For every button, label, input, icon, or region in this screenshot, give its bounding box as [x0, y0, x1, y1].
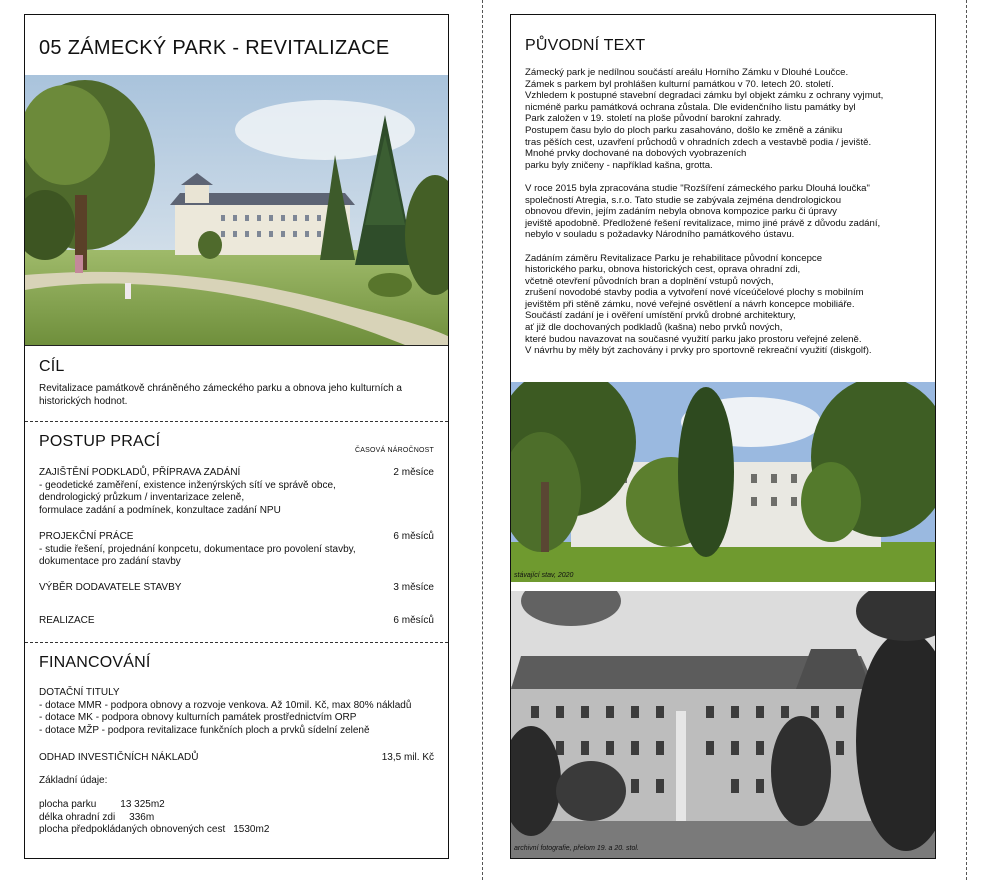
duration-column-label: ČASOVÁ NÁROČNOST — [354, 447, 434, 454]
udaj-label: délka ohradní zdi — [39, 811, 116, 823]
archive-photo-caption: archivní fotografie, přelom 19. a 20. stol. — [514, 845, 639, 852]
puvodni-text-heading: PŮVODNÍ TEXT — [525, 37, 646, 54]
page-divider-left — [482, 0, 483, 880]
cil-text: Revitalizace památkově chráněného zámeckého parku a obnova jeho kulturních a historických hodnot. — [39, 383, 402, 407]
postup-item — [39, 531, 434, 569]
udaj-row — [39, 824, 434, 837]
postup-item-duration: 2 měsíce — [393, 467, 434, 478]
page-divider-right — [966, 0, 967, 880]
postup-item-desc: - geodetické zaměření, existence inženýrských sítí ve správě obce, dendrologický průzkum / inventarizace zeleně, formulace zadání a podmínek, konzultace zadání NPU — [39, 479, 336, 516]
zakladni-udaje — [39, 799, 434, 837]
postup-item-title: REALIZACE — [39, 615, 95, 626]
current-photo-caption: stávající stav, 2020 — [514, 572, 574, 579]
udaj-row — [39, 812, 434, 825]
postup-item-title: ZAJIŠTĚNÍ PODKLADŮ, PŘÍPRAVA ZADÁNÍ — [39, 467, 241, 478]
odhad-label: ODHAD INVESTIČNÍCH NÁKLADŮ — [39, 752, 199, 763]
separator — [25, 642, 448, 643]
postup-item — [39, 615, 434, 628]
left-page — [24, 14, 449, 859]
postup-item-title: PROJEKČNÍ PRÁCE — [39, 531, 134, 542]
page-title: 05 ZÁMECKÝ PARK - REVITALIZACE — [39, 37, 390, 59]
archive-photo — [511, 591, 935, 859]
paragraph: V roce 2015 byla zpracována studie "Rozšíření zámeckého parku Dlouhá loučka" společností Atregia, s.r.o. Tato studie se zabývala zejména dendrologickou obnovou dřevin, jejím zadáním nebyla obnova kompozice parku či úpravy jeviště apodobně. Předložené řešení revitalizace, mimo jiné právě z důvodu zadání, nebylo v souladu s požadavky Národního památkového ústavu. — [525, 182, 881, 241]
separator — [25, 345, 448, 346]
postup-item-duration: 6 měsíců — [393, 615, 434, 626]
odhad-value: 13,5 mil. Kč — [381, 752, 434, 763]
dotacni-tituly — [39, 687, 444, 737]
dotace-item: - dotace MŽP - podpora revitalizace funkčních ploch a prvků sídelní zeleně — [39, 724, 370, 736]
udaj-row — [39, 799, 434, 812]
postup-heading: POSTUP PRACÍ — [39, 433, 161, 450]
postup-item — [39, 582, 434, 595]
cil-heading: CÍL — [39, 358, 65, 375]
right-page — [510, 14, 936, 859]
zakladni-label: Základní údaje: — [39, 775, 108, 786]
dotace-item: - dotace MK - podpora obnovy kulturních památek prostřednictvím ORP — [39, 712, 357, 723]
painting-image — [25, 75, 448, 345]
separator — [25, 421, 448, 422]
dotacni-label: DOTAČNÍ TITULY — [39, 687, 120, 698]
current-state-photo — [511, 382, 935, 582]
udaj-value: 13 325m2 — [120, 799, 165, 810]
udaj-label: plocha parku — [39, 799, 97, 810]
dotace-item: - dotace MMR - podpora obnovy a rozvoje venkova. Až 10mil. Kč, max 80% nákladů — [39, 699, 412, 711]
postup-item-title: VÝBĚR DODAVATELE STAVBY — [39, 582, 182, 593]
postup-item-duration: 6 měsíců — [393, 531, 434, 542]
udaj-value: 1530m2 — [233, 824, 270, 835]
odhad-row — [39, 752, 434, 765]
puvodni-text-body — [525, 67, 927, 368]
paragraph: Zámecký park je nedílnou součástí areálu Horního Zámku v Dlouhé Loučce. Zámek s parkem byl prohlášen kulturní památkou v 70. letech 20. století. Vzhledem k postupné stavební degradaci zámku byl objekt zámku z ochrany vyjmut, nicméně parku památková ochrana zůstala. Dle evidenčního listu památky byl Park založen v 19. století na ploše původní barokní zahrady. Postupem času bylo do ploch parku zasahováno, došlo ke změně a zániku tras pěších cest, uzavření průchodů v ohradních zdech a vestavbě podia / jeviště. Mnohé prvky dochované na dobových vyobrazeních parku byly zničeny - například kašna, grotta. — [525, 67, 884, 171]
paragraph: Zadáním záměru Revitalizace Parku je rehabilitace původní koncepce historického parku, obnova historických cest, oprava ohradní zdi, včetně otevření původních bran a doplnění vstupů nových, zrušení novodobé stavby podia a vytvoření nové víceúčelové plochy s mobilním jevištěm při stěně zámku, nové veřejné osvětlení a návrh koncepce mobiliáře. Součástí zadání je i ověření umístění prvků drobné architektury, ať již dle dochovaných podkladů (kašna) nebo prvků nových, které budou navazovat na současné využití parku jako prostoru veřejné zeleně. V návrhu by měly být zachovány i prvky pro sportovně rekreační využití (diskgolf). — [525, 252, 872, 357]
financovani-heading: FINANCOVÁNÍ — [39, 654, 151, 671]
postup-item-desc: - studie řešení, projednání konpcetu, dokumentace pro povolení stavby, dokumentace pro zadání stavby — [39, 543, 356, 567]
udaj-label: plocha předpokládaných obnovených cest — [39, 824, 226, 835]
postup-item-duration: 3 měsíce — [393, 582, 434, 593]
udaj-value: 336m — [129, 811, 155, 823]
postup-item — [39, 467, 434, 517]
